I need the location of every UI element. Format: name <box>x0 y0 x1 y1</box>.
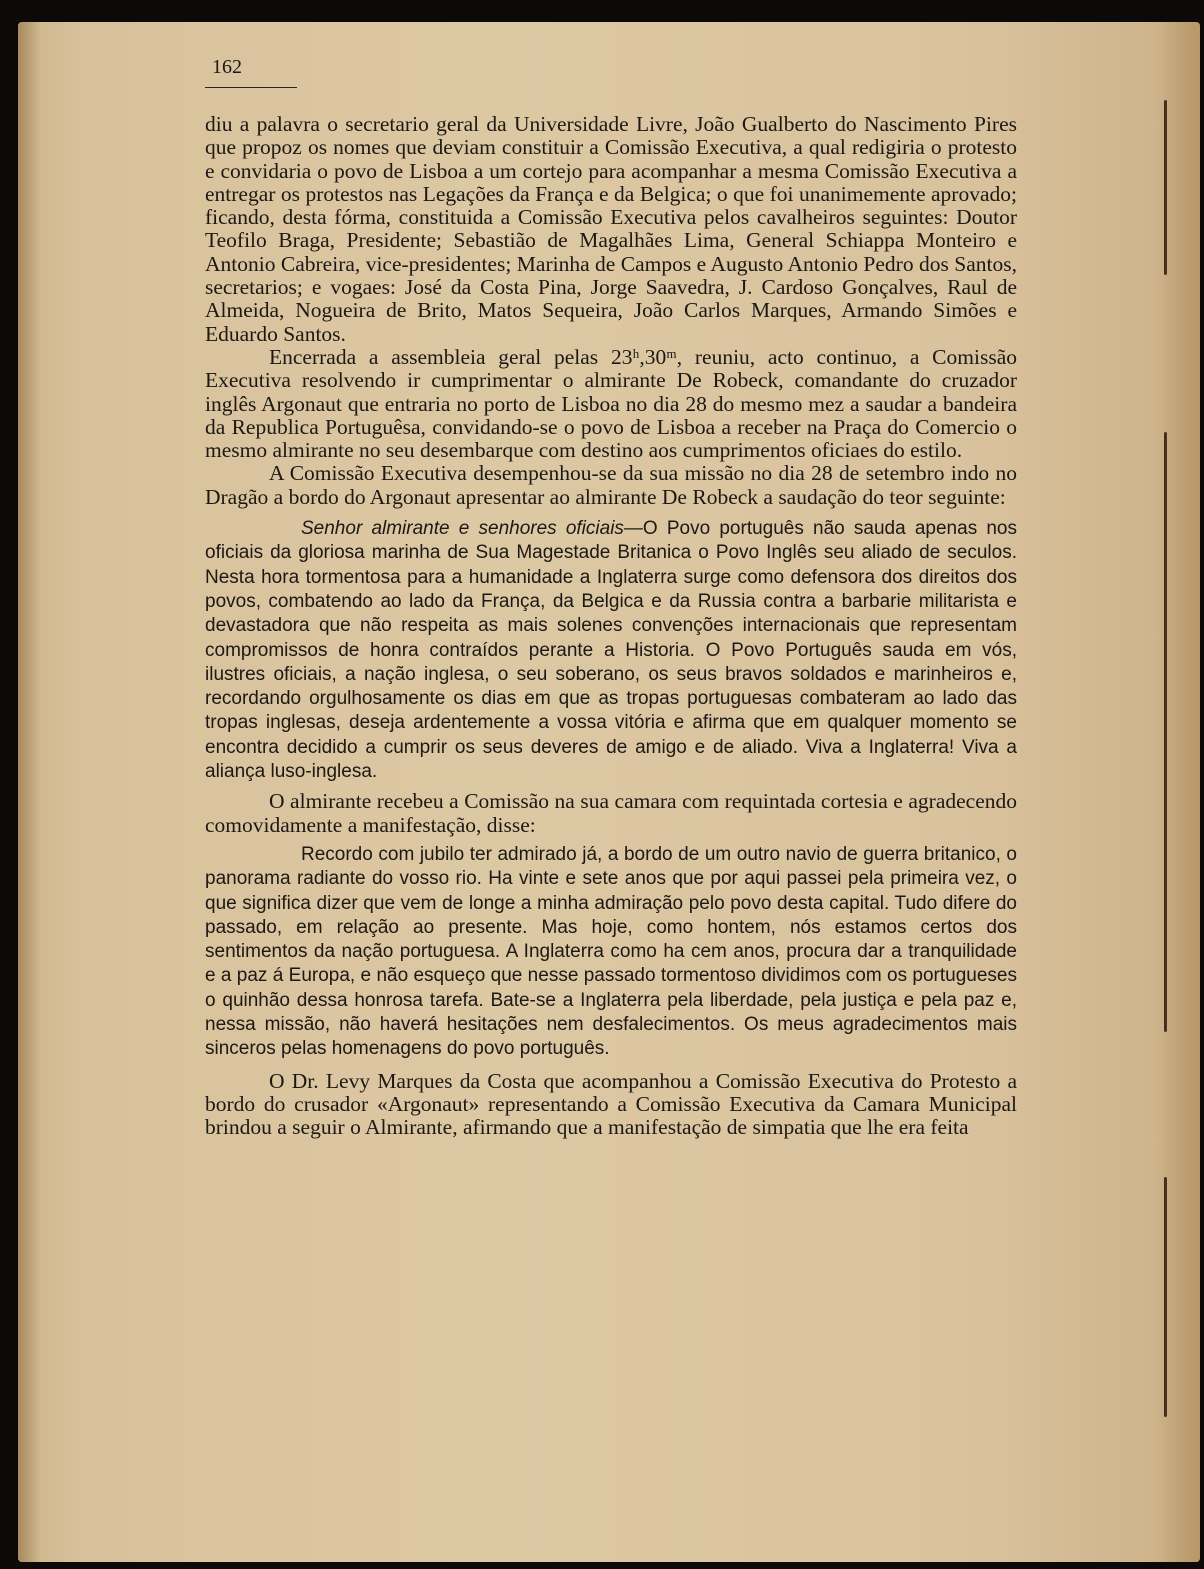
serif-block-3 <box>205 1070 1017 1140</box>
quote-salutation-paragraph <box>205 517 1017 784</box>
paragraph-5: O Dr. Levy Marques da Costa que acompanhou a Comissão Executiva do Protesto a bordo do crusador «Argonaut» representando a Comissão Executiva da Camara Municipal brindou a seguir o Almirante, afirmando que a manifestação de simpatia que lhe era feita <box>205 1068 1017 1140</box>
quote-admiral-reply-paragraph: Recordo com jubilo ter admirado já, a bordo de um outro navio de guerra britanico, o panorama radiante do vosso rio. Ha vinte e sete anos que por aqui passei pela primeira vez, o que significa dizer que vem de longe a minha admiração pelo povo desta capital. Tudo difere do passado, em relação ao presente. Mas hoje, como hontem, nós estamos certos dos sentimentos da nação portuguesa. A Inglaterra como ha cem anos, procura dar a tranquilidade e a paz á Europa, e não esqueço que nesse passado tormentoso dividimos com os portugueses o quinhão dessa honrosa tarefa. Bate-se a Inglaterra pela liberdade, pela justiça e pela paz e, nessa missão, não haverá hesitações nem desfalecimentos. Os meus agradecimentos mais sinceros pelas homenagens do povo português. <box>205 843 1017 1060</box>
binding-thread-mark <box>1164 432 1167 1032</box>
binding-thread-mark <box>1164 1177 1167 1417</box>
paragraph-3: A Comissão Executiva desempenhou-se da sua missão no dia 28 de setembro indo no Dragão a bordo do Argonaut apresentar ao almirante De Robeck a saudação do teor seguinte: <box>205 461 1017 509</box>
page-number: 162 <box>212 56 242 78</box>
page-body <box>205 113 1017 1139</box>
binding-thread-mark <box>1164 100 1167 275</box>
quote-salutation-text: —O Povo português não sauda apenas nos oficiais da gloriosa marinha de Sua Magestade Britanica o Povo Inglês seu aliado de seculos. Nesta hora tormentosa para a humanidade a Inglaterra surge como defensora dos direitos dos povos, combatendo ao lado da França, da Belgica e da Russia contra a barbarie militarista e devastadora que não respeita as mais solenes convenções internacionais que representam compromissos de honra contraídos perante a Historia. O Povo Português sauda em vós, ilustres oficiais, a nação inglesa, o seu soberano, os seus bravos soldados e marinheiros e, recordando orgulhosamente os dias em que as tropas portuguesas combateram ao lado das tropas inglesas, deseja ardentemente a vossa vitória e afirma que em qualquer momento se encontra decidido a cumprir os seus deveres de amigo e de aliado. Viva a Inglaterra! Viva a aliança luso-inglesa. <box>205 518 1017 783</box>
serif-block-1 <box>205 113 1017 509</box>
paragraph-4: O almirante recebeu a Comissão na sua camara com requintada cortesia e agradecendo comovidamente a manifestação, disse: <box>205 789 1017 837</box>
quote-admiral-reply <box>205 843 1017 1062</box>
quote-salutation <box>205 517 1017 784</box>
paragraph-1: diu a palavra o secretario geral da Universidade Livre, João Gualberto do Nascimento Pires que propoz os nomes que deviam constituir a Comissão Executiva, a qual redigiria o protesto e convidaria o povo de Lisboa a um cortejo para acompanhar a mesma Comissão Executiva a entregar os protestos nas Legações da França e da Belgica; o que foi unanimemente aprovado; ficando, desta fórma, constituida a Comissão Executiva pelos cavalheiros seguintes: Doutor Teofilo Braga, Presidente; Sebastião de Magalhães Lima, General Schiappa Monteiro e Antonio Cabreira, vice-presidentes; Marinha de Campos e Augusto Antonio Pedro dos Santos, secretarios; e vogaes: José da Costa Pina, Jorge Saavedra, J. Cardoso Gonçalves, Raul de Almeida, Nogueira de Brito, Matos Sequeira, João Carlos Marques, Armando Simões e Eduardo Santos. <box>205 112 1017 346</box>
quote-salutation-lead: Senhor almirante e senhores oficiais <box>301 518 624 540</box>
paragraph-2: Encerrada a assembleia geral pelas 23ʰ,30ᵐ, reuniu, acto continuo, a Comissão Executiva resolvendo ir cumprimentar o almirante De Robeck, comandante do cruzador inglês Argonaut que entraria no porto de Lisboa no dia 28 do mesmo mez a saudar a bandeira da Republica Portuguêsa, convidando-se o povo de Lisboa a receber na Praça do Comercio o mesmo almirante no seu desembarque com destino aos cumprimentos oficiaes do estilo. <box>205 344 1017 463</box>
page-number-rule <box>205 87 297 88</box>
serif-block-2 <box>205 790 1017 837</box>
